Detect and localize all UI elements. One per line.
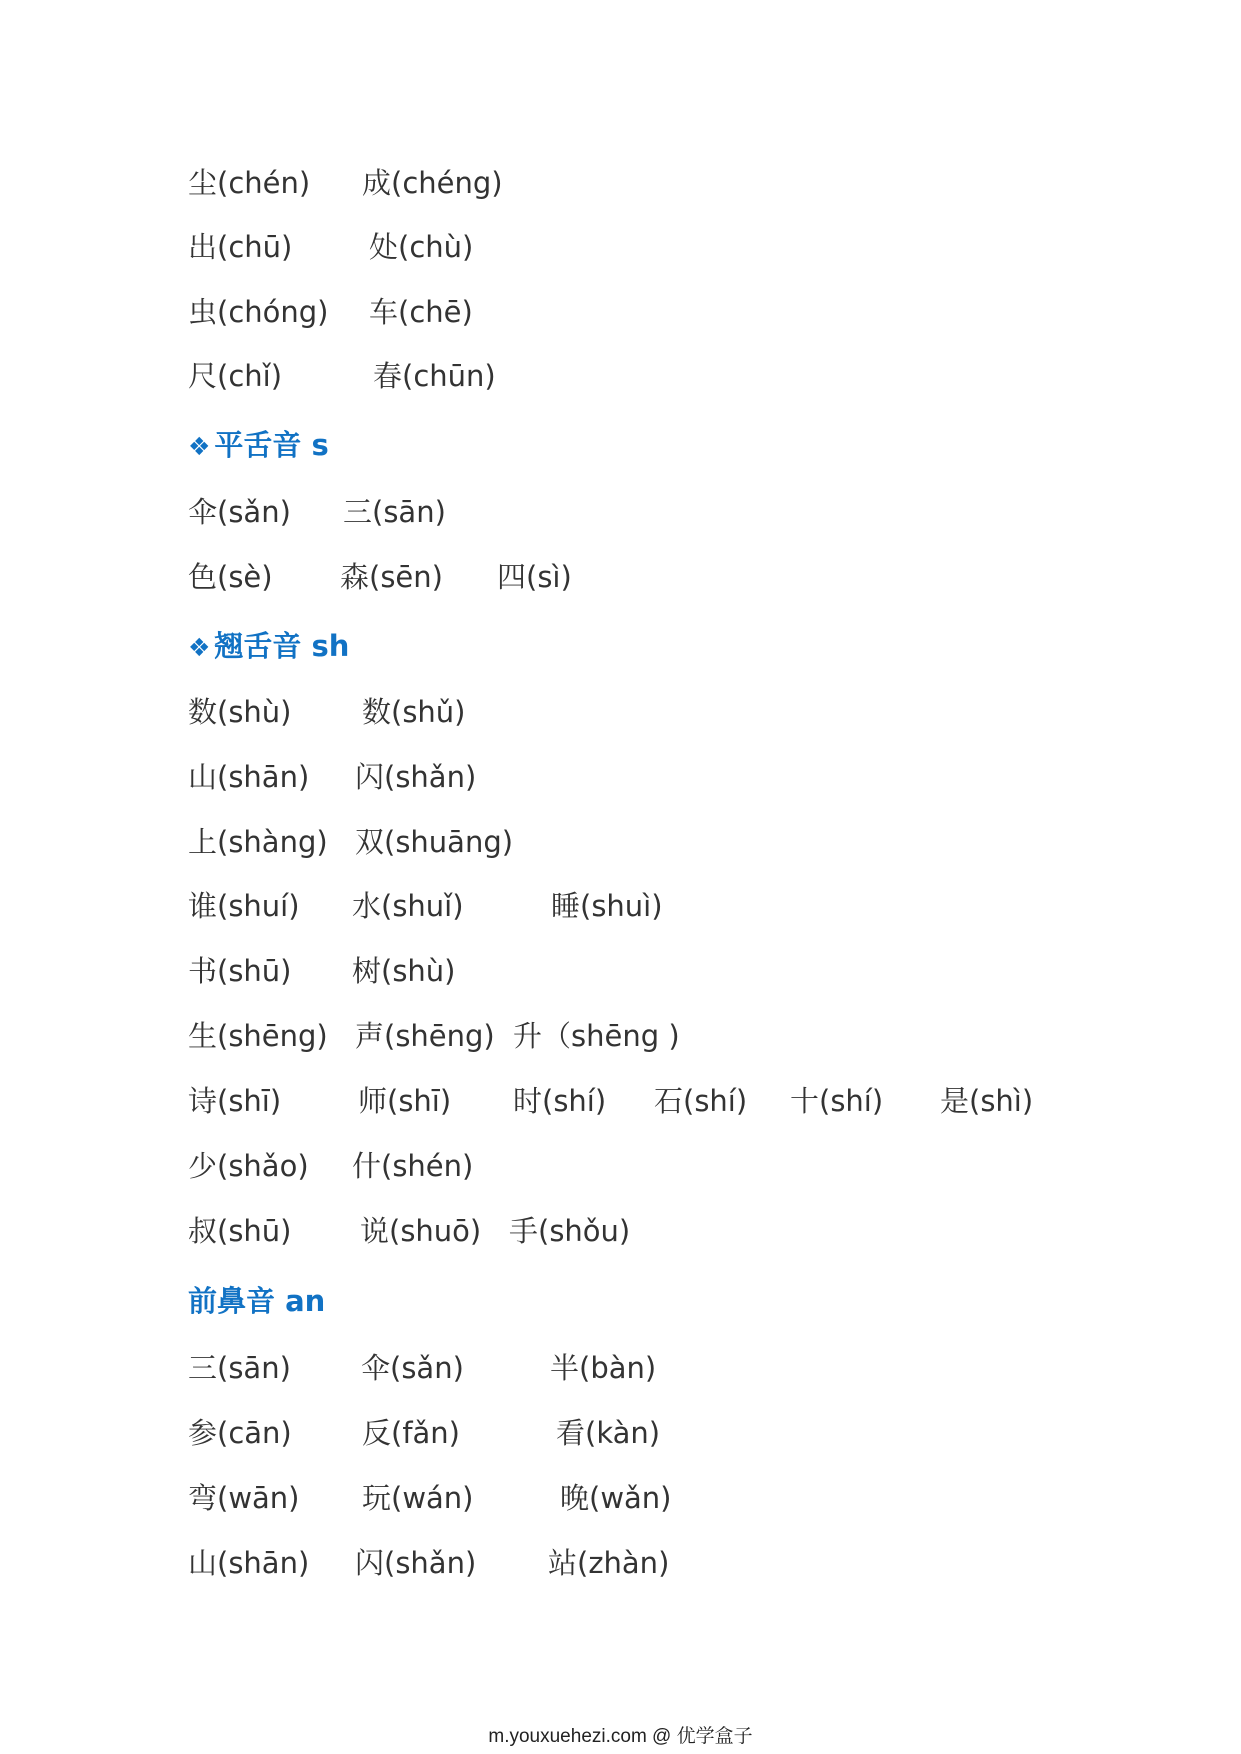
- pinyin-entry: 上(shàng): [188, 825, 328, 859]
- word-row: [0, 490, 1241, 534]
- pinyin-entry: 出(chū): [188, 230, 293, 264]
- pinyin-entry: 诗(shī): [188, 1084, 282, 1118]
- diamond-bullet-icon: ❖: [188, 432, 211, 461]
- pinyin-entry: 玩(wán): [362, 1481, 474, 1515]
- pinyin-entry: 尘(chén): [188, 166, 311, 200]
- word-row: [0, 949, 1241, 993]
- pinyin-entry: 参(cān): [188, 1416, 292, 1450]
- pinyin-entry: 谁(shuí): [188, 889, 300, 923]
- pinyin-entry: 虫(chóng): [188, 295, 329, 329]
- pinyin-entry: 伞(sǎn): [361, 1351, 464, 1385]
- word-row: [0, 354, 1241, 398]
- word-row: [0, 1346, 1241, 1390]
- word-row: [0, 884, 1241, 928]
- pinyin-entry: 弯(wān): [188, 1481, 300, 1515]
- pinyin-entry: 师(shī): [358, 1084, 452, 1118]
- pinyin-entry: 半(bàn): [550, 1351, 657, 1385]
- pinyin-entry: 说(shuō): [360, 1214, 482, 1248]
- pinyin-entry: 处(chù): [369, 230, 474, 264]
- pinyin-entry: 闪(shǎn): [355, 760, 477, 794]
- pinyin-entry: 数(shù): [188, 695, 292, 729]
- pinyin-entry: 声(shēng): [355, 1019, 495, 1053]
- pinyin-entry: 数(shǔ): [362, 695, 466, 729]
- pinyin-entry: 生(shēng): [188, 1019, 328, 1053]
- section-heading-an: [188, 1279, 325, 1323]
- section-title: 翘舌音 sh: [214, 629, 350, 663]
- pinyin-entry: 四(sì): [497, 560, 572, 594]
- word-row: [0, 755, 1241, 799]
- pinyin-entry: 站(zhàn): [548, 1546, 670, 1580]
- word-row: [0, 1476, 1241, 1520]
- word-row: [0, 555, 1241, 599]
- pinyin-entry: 色(sè): [188, 560, 273, 594]
- diamond-bullet-icon: ❖: [188, 633, 211, 662]
- pinyin-entry: 树(shù): [352, 954, 456, 988]
- pinyin-entry: 反(fǎn): [362, 1416, 460, 1450]
- word-row: [0, 1541, 1241, 1585]
- section-title: 平舌音 s: [214, 428, 329, 462]
- word-row: [0, 290, 1241, 334]
- pinyin-entry: 手(shǒu): [509, 1214, 631, 1248]
- pinyin-entry: 春(chūn): [373, 359, 496, 393]
- pinyin-entry: 是(shì): [940, 1084, 1034, 1118]
- pinyin-entry: 叔(shū): [188, 1214, 292, 1248]
- word-row: [0, 161, 1241, 205]
- word-row: [0, 1411, 1241, 1455]
- pinyin-entry: 车(chē): [369, 295, 473, 329]
- pinyin-entry: 尺(chǐ): [188, 359, 283, 393]
- footer-watermark[interactable]: m.youxuehezi.com @ 优学盒子: [488, 1726, 753, 1747]
- pinyin-entry: 三(sān): [188, 1351, 291, 1385]
- pinyin-entry: 石(shí): [654, 1084, 748, 1118]
- pinyin-entry: 少(shǎo): [188, 1149, 309, 1183]
- pinyin-entry: 山(shān): [188, 760, 310, 794]
- pinyin-entry: 晚(wǎn): [560, 1481, 672, 1515]
- pinyin-entry: 山(shān): [188, 1546, 310, 1580]
- word-row: [0, 1209, 1241, 1253]
- pinyin-entry: 三(sān): [343, 495, 446, 529]
- pinyin-entry: 森(sēn): [340, 560, 443, 594]
- pinyin-entry: 升（shēng ): [513, 1019, 680, 1053]
- pinyin-entry: 双(shuāng): [355, 825, 514, 859]
- pinyin-entry: 十(shí): [790, 1084, 884, 1118]
- pinyin-entry: 时(shí): [513, 1084, 607, 1118]
- pinyin-entry: 睡(shuì): [551, 889, 663, 923]
- word-row: [0, 225, 1241, 269]
- pinyin-entry: 水(shuǐ): [352, 889, 464, 923]
- pinyin-entry: 看(kàn): [556, 1416, 661, 1450]
- pinyin-entry: 成(chéng): [362, 166, 503, 200]
- word-row: [0, 820, 1241, 864]
- word-row: [0, 1014, 1241, 1058]
- pinyin-entry: 书(shū): [188, 954, 292, 988]
- word-row: [0, 1144, 1241, 1188]
- section-heading-sh: [188, 624, 349, 668]
- word-row: [0, 1079, 1241, 1123]
- word-row: [0, 690, 1241, 734]
- pinyin-entry: 闪(shǎn): [355, 1546, 477, 1580]
- section-title: 前鼻音 an: [188, 1284, 326, 1318]
- pinyin-entry: 伞(sǎn): [188, 495, 291, 529]
- pinyin-entry: 什(shén): [352, 1149, 474, 1183]
- section-heading-s: [188, 423, 329, 467]
